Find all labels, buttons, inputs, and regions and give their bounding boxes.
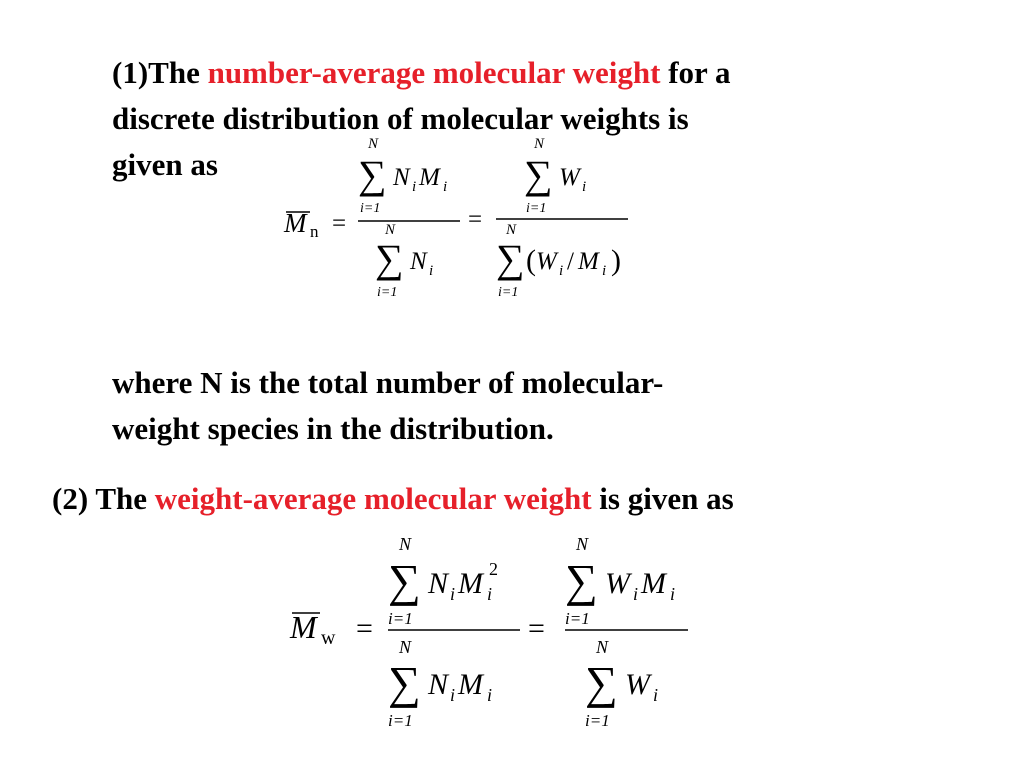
subscript-i: i [450,685,456,705]
subscript-i: i [602,263,607,279]
equals-sign: = [356,612,373,645]
subscript-i: i [633,584,639,604]
subscript-i: i [653,685,659,705]
subscript-i: i [582,179,587,195]
term-m: M [641,567,666,600]
open-paren: ( [526,244,536,277]
paragraph-text: is given as [591,481,734,516]
paragraph-line: discrete distribution of molecular weights is [112,101,689,136]
sum-upper-limit: N [368,136,379,152]
paragraph-line: weight species in the distribution. [112,411,554,446]
sum-lower-limit: i=1 [526,201,547,216]
paragraph-line [112,50,730,96]
equals-sign: = [528,612,545,645]
close-paren: ) [611,244,621,277]
symbol-m: M [284,208,307,238]
paragraph-text: (1)The [112,55,208,90]
equation-number-average-svg [280,130,660,310]
sum-lower-limit: i=1 [360,201,381,216]
equation-number-average [280,130,660,310]
paragraph-line: where N is the total number of molecular- [112,365,664,400]
paragraph-text: (2) The [52,481,155,516]
summation-sign: ∑ [496,236,525,281]
term-n: N [393,164,410,191]
subscript-i: i [443,179,448,195]
term-m: M [578,248,599,275]
subscript-i: i [487,685,493,705]
subscript-i: i [559,263,564,279]
sum-lower-limit: i=1 [388,711,413,730]
term-w: W [625,668,650,701]
paragraph-weight-average-definition [52,476,734,522]
paragraph-line [52,476,734,522]
term-n: N [428,668,449,701]
term-n: N [410,248,427,275]
symbol-m: M [290,609,317,645]
term-m: M [458,668,483,701]
sum-lower-limit: i=1 [585,711,610,730]
term-w: W [559,164,580,191]
fraction-2 [496,136,628,300]
summation-sign: ∑ [565,555,598,606]
lhs-mn [283,208,346,241]
equation-weight-average-svg [286,530,706,740]
term-m: M [419,164,440,191]
superscript-2: 2 [489,559,498,579]
subscript-n: n [310,222,319,241]
sum-lower-limit: i=1 [388,609,413,628]
sum-upper-limit: N [399,534,412,554]
summation-sign: ∑ [358,152,387,197]
subscript-i: i [450,584,456,604]
slash: / [567,248,574,275]
equation-weight-average [286,530,706,740]
summation-sign: ∑ [524,152,553,197]
term-number-average-molecular-weight: number-average molecular weight [207,55,661,90]
term-n: N [428,567,449,600]
equals-sign: = [332,210,347,237]
sum-lower-limit: i=1 [565,609,590,628]
summation-sign: ∑ [388,657,421,708]
subscript-i: i [412,179,417,195]
subscript-i: i [429,263,434,279]
term-weight-average-molecular-weight: weight-average molecular weight [154,481,592,516]
sum-lower-limit: i=1 [498,285,519,300]
lhs-mw [289,609,373,649]
fraction-2 [565,534,688,730]
term-w: W [536,248,557,275]
paragraph-text: for a [660,55,731,90]
sum-upper-limit: N [385,222,396,238]
paragraph-n-definition [112,360,663,452]
sum-upper-limit: N [506,222,517,238]
term-m: M [458,567,483,600]
equals-sign: = [468,206,483,233]
sum-lower-limit: i=1 [377,285,398,300]
summation-sign: ∑ [375,236,404,281]
sum-upper-limit: N [596,637,609,657]
sum-upper-limit: N [534,136,545,152]
subscript-i: i [670,584,676,604]
subscript-i: i [487,584,493,604]
paragraph-line: given as [112,147,218,182]
summation-sign: ∑ [388,555,421,606]
subscript-w: w [321,627,336,649]
fraction-1 [388,534,520,730]
sum-upper-limit: N [576,534,589,554]
sum-upper-limit: N [399,637,412,657]
summation-sign: ∑ [585,657,618,708]
term-w: W [605,567,630,600]
fraction-1 [358,136,460,300]
